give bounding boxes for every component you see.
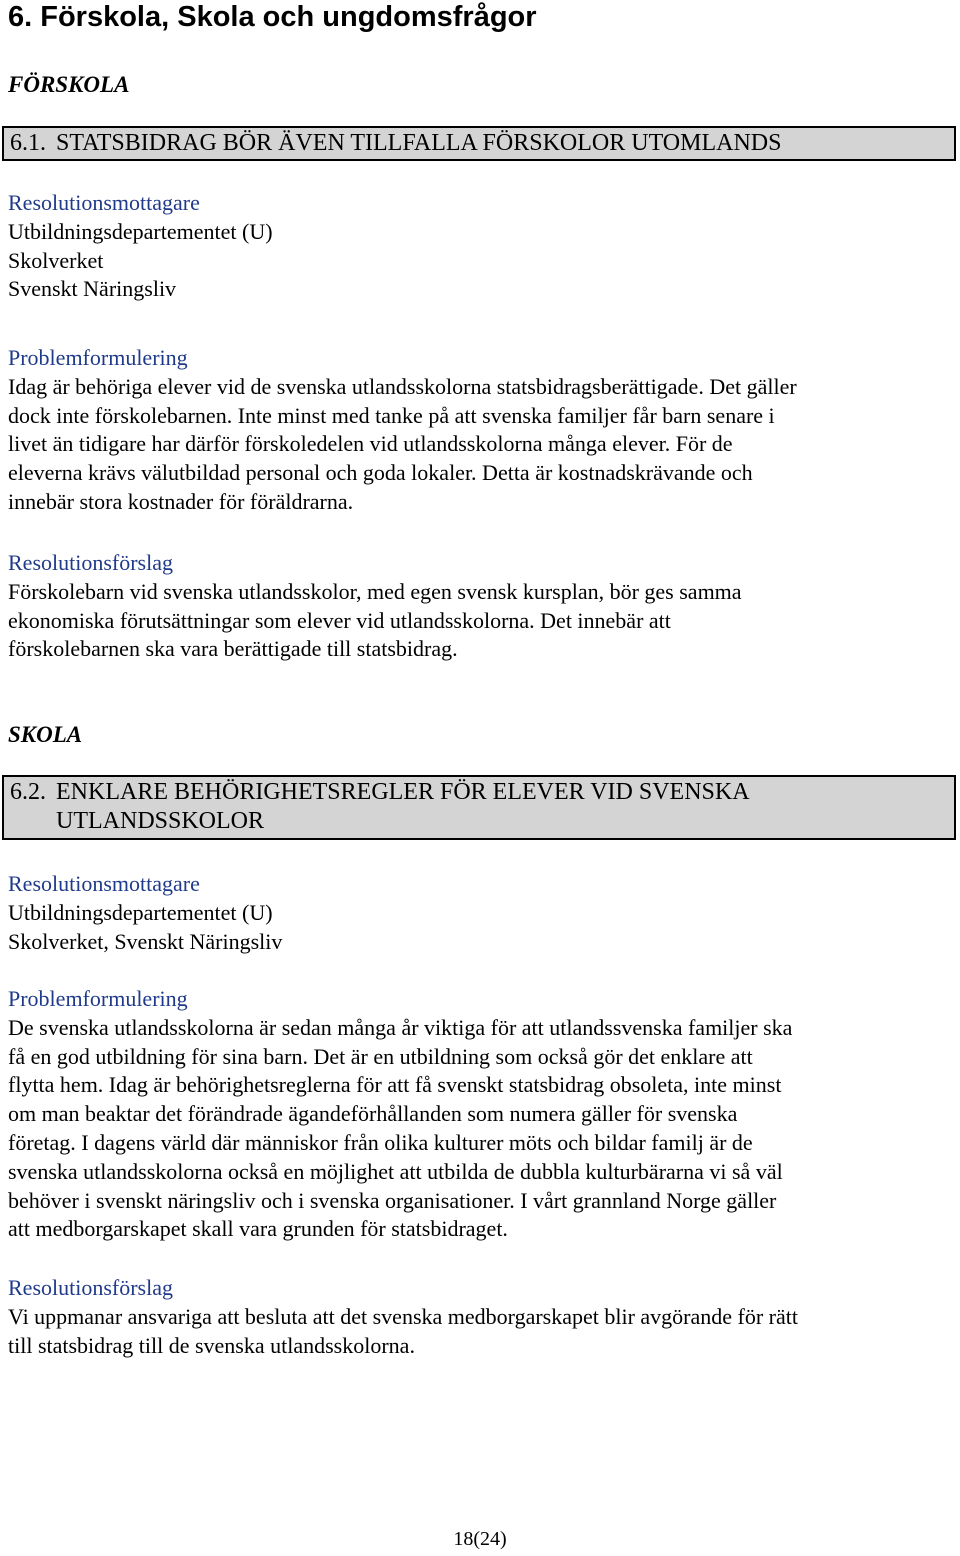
problem-line: innebär stora kostnader för föräldrarna. [8, 488, 354, 514]
problem-line: om man beaktar det förändrade ägandeförhållanden som numera gäller för svenska [8, 1101, 738, 1127]
recipients-label: Resolutionsmottagare [8, 190, 200, 215]
proposal-line: Förskolebarn vid svenska utlandsskolor, med egen svensk kursplan, bör ges samma [8, 578, 742, 604]
problem-line: få en god utbildning för sina barn. Det är en utbildning som också gör det enklare att [8, 1043, 753, 1069]
problem-label: Problemformulering [8, 345, 188, 370]
section-title: STATSBIDRAG BÖR ÄVEN TILLFALLA FÖRSKOLOR UTOMLANDS [56, 130, 782, 156]
recipient-item: Skolverket, Svenskt Näringsliv [8, 928, 283, 954]
page-number: 18(24) [453, 1528, 507, 1550]
recipient-item: Utbildningsdepartementet (U) [8, 218, 273, 244]
category-heading-skola: SKOLA [8, 722, 83, 747]
proposal-label: Resolutionsförslag [8, 550, 173, 575]
recipients-label: Resolutionsmottagare [8, 871, 200, 896]
category-heading-forskola: FÖRSKOLA [8, 72, 130, 97]
recipients-block-6-1 [8, 189, 954, 304]
proposal-block-6-1 [8, 549, 954, 664]
section-number: 6.1. [10, 130, 46, 156]
proposal-line: Vi uppmanar ansvariga att besluta att det svenska medborgarskapet blir avgörande för rätt [8, 1303, 799, 1329]
problem-line: eleverna krävs välutbildad personal och goda lokaler. Detta är kostnadskrävande och [8, 460, 753, 486]
proposal-line: till statsbidrag till de svenska utlandsskolorna. [8, 1332, 415, 1358]
problem-block-6-1 [8, 344, 954, 517]
problem-line: att medborgarskapet skall vara grunden för statsbidraget. [8, 1216, 508, 1242]
problem-line: livet än tidigare har därför förskoledelen vid utlandsskolorna många elever. För de [8, 431, 733, 457]
section-title-box-6-1 [2, 126, 956, 161]
problem-line: svenska utlandsskolorna också en möjlighet att utbilda de dubbla kulturbärarna vi så väl [8, 1158, 783, 1184]
proposal-line: förskolebarnen ska vara berättigade till statsbidrag. [8, 636, 458, 662]
section-title: ENKLARE BEHÖRIGHETSREGLER FÖR ELEVER VID SVENSKA [56, 779, 750, 805]
section-title-continuation: UTLANDSSKOLOR [56, 808, 265, 834]
proposal-label: Resolutionsförslag [8, 1275, 173, 1300]
problem-line: företag. I dagens värld där människor från olika kulturer möts och bildar familj är de [8, 1129, 753, 1155]
recipient-item: Skolverket [8, 247, 104, 273]
recipient-item: Utbildningsdepartementet (U) [8, 899, 273, 925]
proposal-block-6-2 [8, 1274, 954, 1360]
problem-label: Problemformulering [8, 986, 188, 1011]
chapter-title: 6. Förskola, Skola och ungdomsfrågor [8, 1, 537, 33]
problem-line: Idag är behöriga elever vid de svenska utlandsskolorna statsbidragsberättigade. Det gäller [8, 373, 797, 399]
proposal-line: ekonomiska förutsättningar som elever vid utlandsskolorna. Det innebär att [8, 607, 671, 633]
section-title-box-6-2 [2, 775, 956, 840]
problem-block-6-2 [8, 985, 954, 1244]
recipients-block-6-2 [8, 870, 954, 956]
recipient-item: Svenskt Näringsliv [8, 276, 177, 302]
problem-line: De svenska utlandsskolorna är sedan många år viktiga för att utlandssvenska familjer ska [8, 1014, 793, 1040]
problem-line: flytta hem. Idag är behörighetsreglerna för att få svenskt statsbidrag obsoleta, inte minst [8, 1072, 782, 1098]
problem-line: behöver i svenskt näringsliv och i svenska organisationer. I vårt grannland Norge gäller [8, 1187, 777, 1213]
section-number: 6.2. [10, 779, 46, 805]
problem-line: dock inte förskolebarnen. Inte minst med tanke på att svenska familjer får barn senare i [8, 402, 775, 428]
